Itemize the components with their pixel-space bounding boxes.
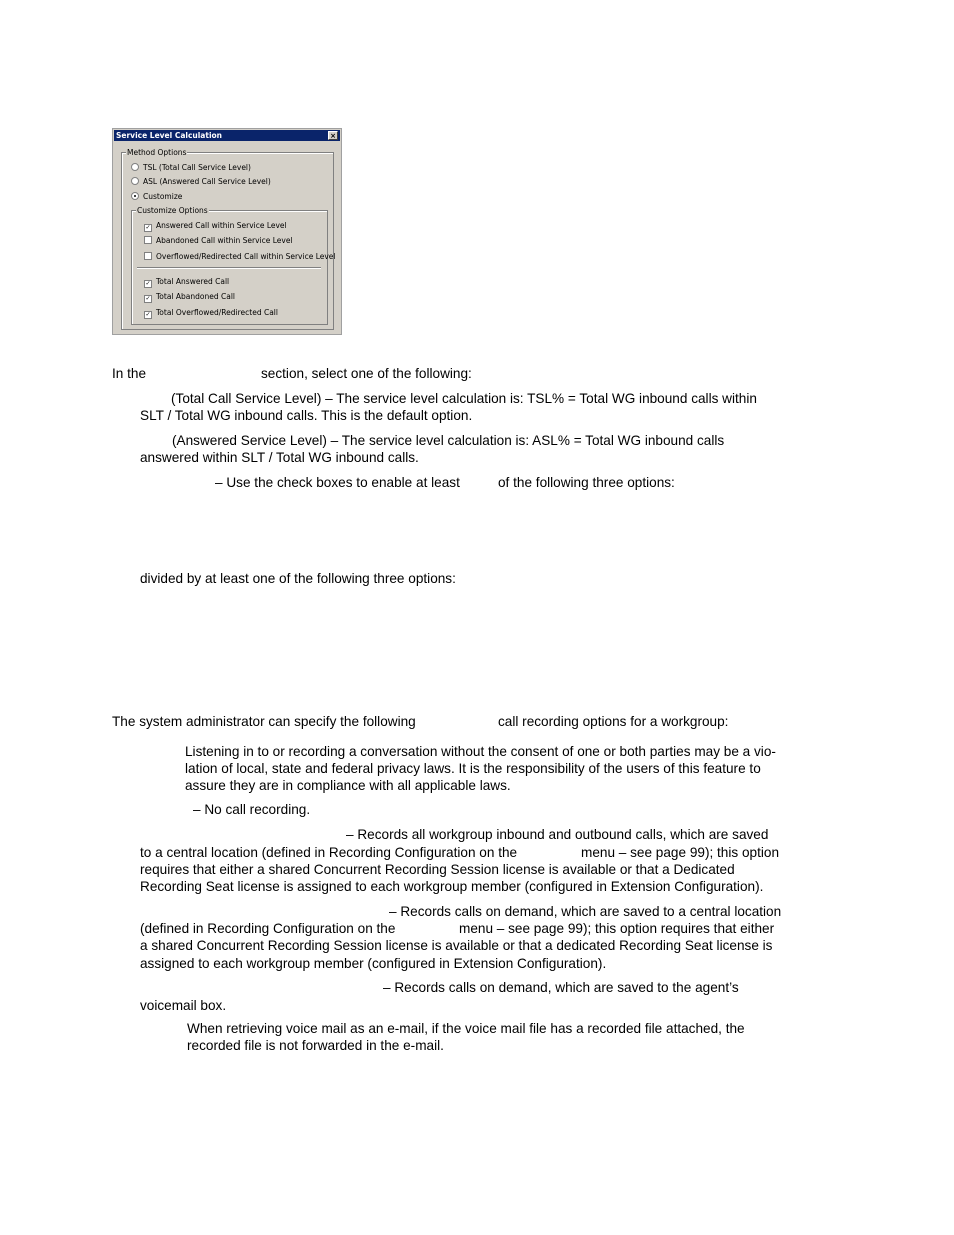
tsl-description-line2: SLT / Total WG inbound calls. This is the default option. [140, 408, 473, 423]
radio-customize-label: Customize [143, 192, 183, 201]
radio-tsl-button[interactable] [131, 163, 139, 171]
radio-customize[interactable] [131, 192, 182, 201]
privacy-warning-line3: assure they are in compliance with all applicable laws. [185, 778, 511, 793]
radio-asl-label: ASL (Answered Call Service Level) [143, 177, 271, 186]
method-intro-lead: In the [112, 366, 147, 381]
radio-tsl[interactable] [131, 163, 251, 172]
recording-intro-a: The system administrator can specify the following [112, 714, 416, 729]
check-abandoned-within[interactable] [144, 236, 293, 245]
checkbox[interactable]: ✓ [145, 311, 151, 318]
recording-intro-b: call recording options for a workgroup: [498, 714, 729, 729]
radio-customize-button[interactable] [131, 192, 139, 200]
check-label: Abandoned Call within Service Level [156, 236, 293, 245]
check-total-abandoned[interactable] [144, 292, 235, 303]
record-all-line2b: menu – see page 99); this option [581, 845, 779, 860]
asl-description-line1: (Answered Service Level) – The service level calculation is: ASL% = Total WG inbound calls [172, 433, 725, 448]
dialog-title-bar [114, 130, 340, 141]
check-total-overflowed[interactable] [144, 308, 278, 319]
voicemail-note-line1: When retrieving voice mail as an e-mail, if the voice mail file has a recorded file attached, the [187, 1021, 745, 1036]
options-separator [137, 267, 321, 269]
on-demand-central-line4: assigned to each workgroup member (configured in Extension Configuration). [140, 956, 607, 971]
record-all-line2a: to a central location (defined in Recording Configuration on the [140, 845, 518, 860]
radio-tsl-label: TSL (Total Call Service Level) [143, 163, 251, 172]
record-all-line4: Recording Seat license is assigned to each workgroup member (configured in Extension Configuration). [140, 879, 764, 894]
tsl-description-line1: (Total Call Service Level) – The service level calculation is: TSL% = Total WG inbound calls within [171, 391, 757, 406]
on-demand-central-line2a: (defined in Recording Configuration on the [140, 921, 396, 936]
customize-description-b: of the following three options: [498, 475, 675, 490]
asl-description-line2: answered within SLT / Total WG inbound calls. [140, 450, 419, 465]
on-demand-central-line1: – Records calls on demand, which are saved to a central location [389, 904, 782, 919]
privacy-warning-line2: lation of local, state and federal privacy laws. It is the responsibility of the users of this feature to [185, 761, 761, 776]
method-options-label: Method Options [127, 148, 187, 157]
no-recording-text: – No call recording. [193, 802, 311, 817]
on-demand-central-line2b: menu – see page 99); this option requires that either [459, 921, 775, 936]
close-icon[interactable]: × [328, 131, 338, 140]
checkbox[interactable] [144, 236, 152, 244]
checkbox[interactable] [144, 252, 152, 260]
checkbox[interactable]: ✓ [145, 295, 151, 302]
divided-by-text: divided by at least one of the following three options: [140, 571, 456, 586]
check-label: Overflowed/Redirected Call within Service Level [156, 252, 336, 261]
dialog-title: Service Level Calculation [116, 131, 223, 140]
checkbox[interactable]: ✓ [145, 280, 151, 287]
check-answered-within[interactable] [144, 221, 287, 232]
radio-asl[interactable] [131, 177, 271, 186]
radio-asl-button[interactable] [131, 177, 139, 185]
customize-options-label: Customize Options [137, 206, 208, 215]
record-all-line1: – Records all workgroup inbound and outbound calls, which are saved [346, 827, 769, 842]
check-total-answered[interactable] [144, 277, 229, 288]
check-overflowed-within[interactable] [144, 252, 336, 261]
on-demand-voicemail-line1: – Records calls on demand, which are saved to the agent’s [383, 980, 739, 995]
check-label: Total Abandoned Call [156, 292, 236, 301]
check-label: Total Overflowed/Redirected Call [156, 308, 278, 317]
on-demand-voicemail-line2: voicemail box. [140, 998, 227, 1013]
checkbox[interactable]: ✓ [145, 224, 151, 231]
method-intro-tail: section, select one of the following: [261, 366, 472, 381]
customize-description-a: – Use the check boxes to enable at least [215, 475, 460, 490]
service-level-dialog [112, 128, 342, 335]
on-demand-central-line3: a shared Concurrent Recording Session license is available or that a dedicated Recording Seat license is [140, 938, 773, 953]
check-label: Total Answered Call [156, 277, 230, 286]
voicemail-note-line2: recorded file is not forwarded in the e-mail. [187, 1038, 444, 1053]
check-label: Answered Call within Service Level [156, 221, 287, 230]
record-all-line3: requires that either a shared Concurrent Recording Session license is available or that a Dedicated [140, 862, 735, 877]
privacy-warning-line1: Listening in to or recording a conversation without the consent of one or both parties may be a vio- [185, 744, 776, 759]
